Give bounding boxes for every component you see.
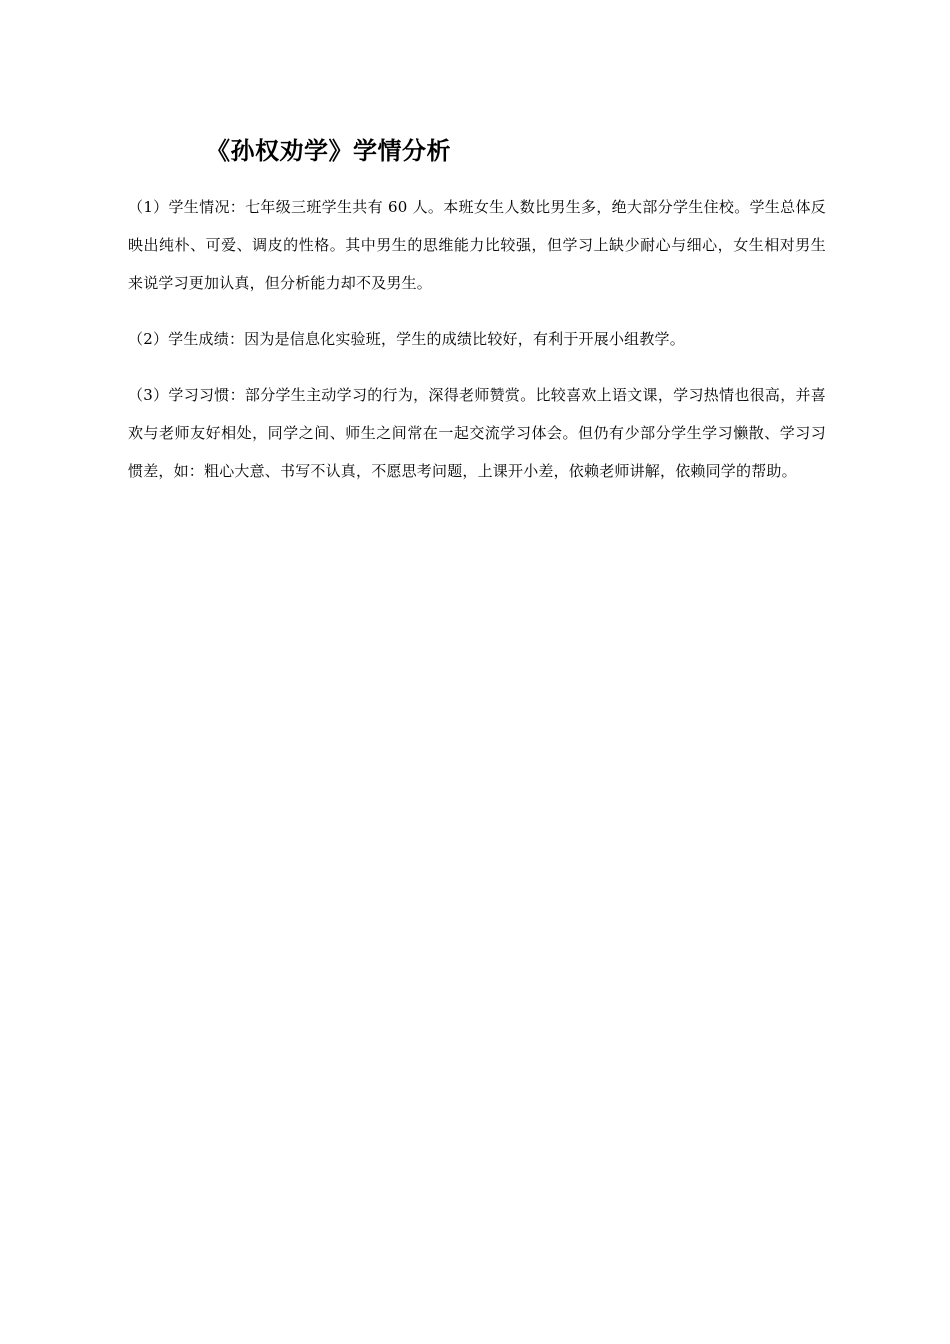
paragraph-study-habits: （3）学习习惯：部分学生主动学习的行为，深得老师赞赏。比较喜欢上语文课，学习热情也很高，并喜欢与老师友好相处，同学之间、师生之间常在一起交流学习体会。但仍有少部分学生学习懒散、学习习惯差，如：粗心大意、书写不认真，不愿思考问题，上课开小差，依赖老师讲解，依赖同学的帮助。 (128, 386, 826, 480)
paragraph-student-situation: （1）学生情况：七年级三班学生共有 60 人。本班女生人数比男生多，绝大部分学生住校。学生总体反映出纯朴、可爱、调皮的性格。其中男生的思维能力比较强，但学习上缺少耐心与细心，女生相对男生来说学习更加认真，但分析能力却不及男生。 (128, 198, 826, 292)
paragraph-student-grades: （2）学生成绩：因为是信息化实验班，学生的成绩比较好，有利于开展小组教学。 (128, 330, 685, 348)
document-title: 《孙权劝学》学情分析 (206, 137, 451, 165)
document-body (128, 188, 826, 508)
